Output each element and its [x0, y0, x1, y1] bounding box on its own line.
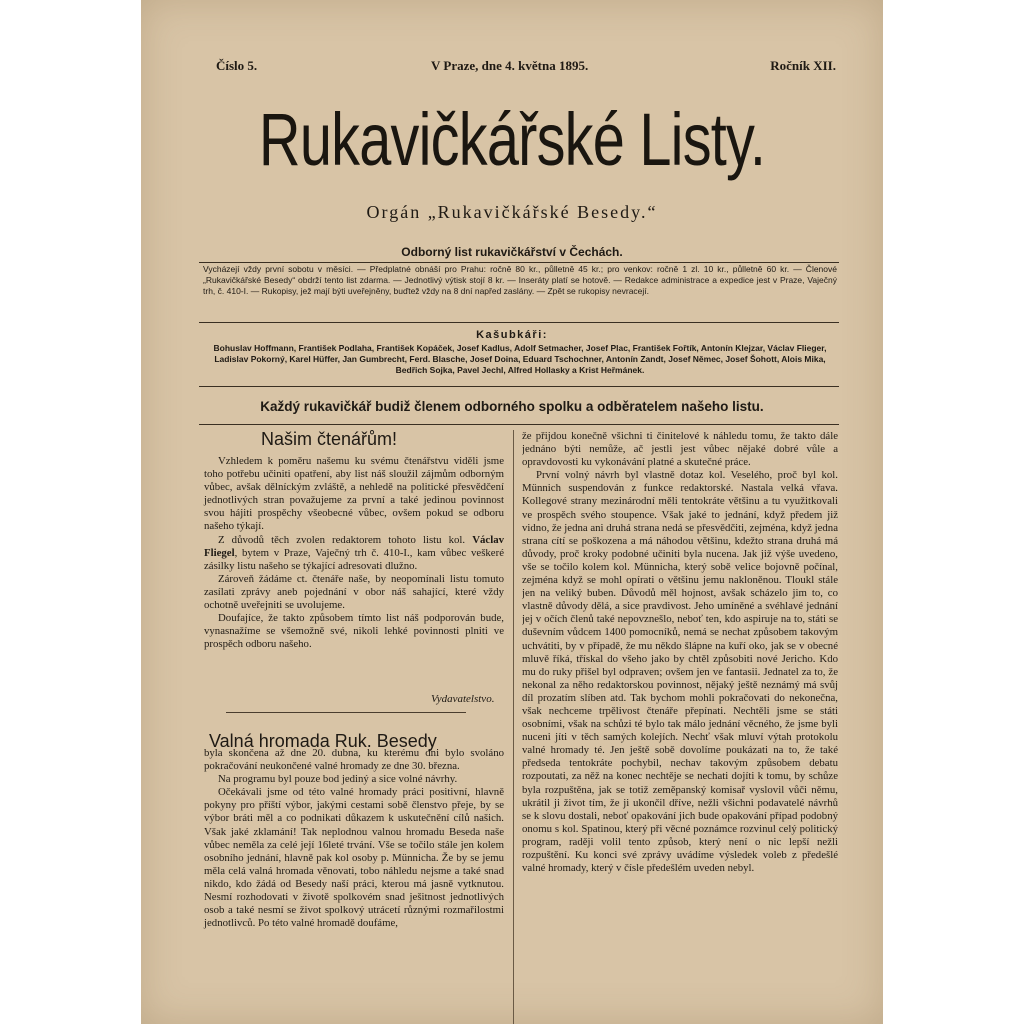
- volume-number: Ročník XII.: [770, 58, 836, 73]
- masthead: [216, 58, 836, 80]
- divider: [199, 262, 839, 263]
- divider: [199, 322, 839, 323]
- paragraph: že přijdou konečně všichni ti činitelové k náhledu tomu, že takto dále jednáno býti nemůže, ač jestli jest vůbec nějaké dobré vůle a opravdovosti ku vykonávání platné a skutečné práce.: [522, 430, 838, 469]
- article-body: [204, 455, 504, 651]
- divider: [226, 712, 466, 713]
- editor-name: Václav Fliegel: [204, 533, 504, 559]
- text: Z důvodů těch zvolen redaktorem tohoto listu kol.: [218, 533, 473, 546]
- motto: Každý rukavičkář budiž členem odborného spolku a odběratelem našeho listu.: [260, 399, 764, 414]
- divider: [199, 424, 839, 425]
- issue-date: V Praze, dne 4. května 1895.: [431, 58, 589, 73]
- paragraph: Vzhledem k poměru našemu ku svému čtenářstvu viděli jsme toho potřebu učiniti opatření, aby list náš sloužil zájmům odborným vůbec, avšak dělníckým zvláště, a nehledě na politické přesvědčení jednotlivých stran považujeme za první a také jedinou povinnost svou hájiti prospěchy všeobecné vůbec, ovšem pokud se odboru našeho týkají.: [204, 455, 504, 533]
- article-heading: Valná hromada Ruk. Besedy: [209, 731, 437, 751]
- paragraph: Očekávali jsme od této valné hromady práci positivní, hlavně pokyny pro příští výbor, jakými cestami sobě členstvo přeje, by se výbor bráti měl a co podnikati důkazem k uskutečnění cílů našich. Však jaké zklamání! Tak neplodnou valnou hromadu Beseda naše vůbec neměla za celé její 16leté trvání. Vše se točilo stále jen kolem osobního jednání, hlavně pak kol osoby p. Münnicha. Že by se jemu měla celá valná hromada věnovati, tobo náhledu nejsme a také snad nikdo, kdo žádá od Besedy naší práci, kterou má jasně vytknutou. Nesmí rozhodovati v životě spolkovém snad ješitnost jednotlivých osob a také nesmí se život spolkový utrácetí různými rozmařilostmi jednotlivců. Po této valné hromadě doufáme,: [204, 786, 504, 930]
- newspaper-tagline: Odborný list rukavičkářství v Čechách.: [401, 245, 623, 259]
- divider: [199, 386, 839, 387]
- newspaper-subtitle: Orgán „Rukavičkářské Besedy.“: [366, 202, 658, 222]
- issue-number: Číslo 5.: [216, 58, 258, 73]
- paragraph: Doufajíce, že takto způsobem tímto list náš podporován bude, vynasnažíme se všemožně své, nikoli lehké povinnosti plniti ve prospěch odboru našeho.: [204, 612, 504, 651]
- newspaper-page: [141, 0, 883, 1024]
- article-body: [204, 747, 504, 930]
- paragraph: byla skončena až dne 20. dubna, ku kterému dni bylo svoláno pokračování neukončené valné hromady ze dne 30. března.: [204, 747, 504, 773]
- paragraph: Zároveň žádáme ct. čtenáře naše, by neopomínali listu tomuto zasílati zprávy aneb pojednání v obor náš sahající, které vždy ochotně uveřejniti se uvolujeme.: [204, 572, 504, 612]
- newspaper-title: Rukavičkářské Listy.: [258, 98, 766, 181]
- subscription-notice: Vycházejí vždy první sobotu v měsíci. — Předplatné obnáší pro Prahu: ročně 80 kr., půlletně 45 kr.; pro venkov: ročně 1 zl. 10 kr., půlletně 60 kr. — Členové „Rukavičkářské Besedy“ obdrží tento list zdarma. — Jednotlivý výtisk stojí 8 kr. — Inseráty platí se hotově. — Redakce administrace a expedice jest v Praze, Vaječný trh, č. 410-I. — Rukopisy, jež mají býti uveřejněny, buďtež vždy na 8 dní napřed zaslány. — Zpět se rukopisy nevracejí.: [203, 264, 837, 296]
- column-divider: [513, 430, 514, 1024]
- paragraph: Na programu byl pouze bod jediný a sice volné návrhy.: [218, 773, 458, 786]
- article-continuation: [522, 430, 838, 1024]
- paragraph: [204, 534, 504, 573]
- article-heading: Našim čtenářům!: [261, 429, 398, 449]
- text: , bytem v Praze, Vaječný trh č. 410-I., kam vůbec veškeré zásilky listu našeho se týkající adresovati dlužno.: [204, 546, 504, 572]
- cashiers-list: Bohuslav Hoffmann, František Podlaha, František Kopáček, Josef Kadlus, Adolf Setmacher, Josef Plac, František Fořtík, Antonín Klejzar, Václav Flieger, Ladislav Pokorný, Karel Hüffer, Jan Gumbrecht, Ferd. Blasche, Josef Doina, Eduard Tschochner, Antonín Zandt, Josef Němec, Josef Šohott, Alois Mika, Bedřich Sojka, Pavel Jechl, Alfred Hollasky a Krist Heřmánek.: [213, 343, 827, 375]
- cashiers-heading: Kašubkáři:: [476, 329, 548, 341]
- paragraph: První volný návrh byl vlastně dotaz kol. Veselého, proč byl kol. Münnich suspendován z funkce redaktorské. Nastala velká vřava. Kollegové strany mezinárodní měli tentokráte většinu a tu využitkovali ve prospěch svého stoupence. Však jaké to jednání, když předem již vidno, že jedna ani druhá strana nedá se přesvědčiti, zejména, když jedna strana cítí se poškozena a má náhodou většinu, kdežto strana druhá má důvody, proč kroky podobné učiniti byla nucena. Jak již výše uvedeno, vše se točilo kolem kol. Münnicha, který sobě velice bojovně počínal, zejména když se mohl opírati o většinu jemu nakloněnou. Tloukl stále jen na veliký buben. Důvodů měl hojnost, avšak scházelo jim to, co vlastně důvody dělá, a sice pravdivost. Jeho umíněné a svéhlavé jednání jej v očích členů také nepovznešlo, neboť ten, kdo aspiruje na to, státi se duševním vůdcem 1400 pomocníků, nemá se nechat způsobem takovým uchvátiti, by v případě, že mu někdo šlápne na kuří oko, jak se v obecné mluvě říká, třískal do všeho jako by chtěl způsobiti nové Jericho. Kdo mu do ruky přišel byl odpraven; ovšem jen ve fantasii. Jednatel za to, že nekonal za něho redaktorskou povinnost, nějaký ještě neznámý má svůj díl prozatím slíben atd. Tak bychom mohli pokračovati do nekonečna, však nechceme trpělivost čtenáře přepínati. Nechtěli jsme se státi osobními, však na schůzi té bylo tak málo jednání věcného, že jsme byli nuceni jíti v těch samých kolejích. Nechť však mluví výtah protokolu valné hromady té. Jen ještě sobě dovolíme poukázati na to, že také předseda tentokráte pochybil, nechav takovým způsobem debatu rozpoutati, za něž na konec nechtěje se nechati dojíti k tomu, by schůze byla rozpuštěna, jak se totiž zeměpanský komisař vyslovil vůči němu, ukrátil ji život tím, že ji ukončil dříve, nežli všichni podavatelé návrhů se k slovu dostali, neboť opakování jich bude opakování případ podobný onomu s kol. Spatinou, který při věcné poznámce rozvinul celý politický program, raději volil tento způsob, který není o nic lepší nežli rozpuštění. Ku konci své zprávy uvádíme výsledek voleb z předešlé valné hromady, který v čísle předešlém uveden nebyl.: [522, 469, 838, 875]
- article-signature: Vydavatelstvo.: [431, 693, 495, 705]
